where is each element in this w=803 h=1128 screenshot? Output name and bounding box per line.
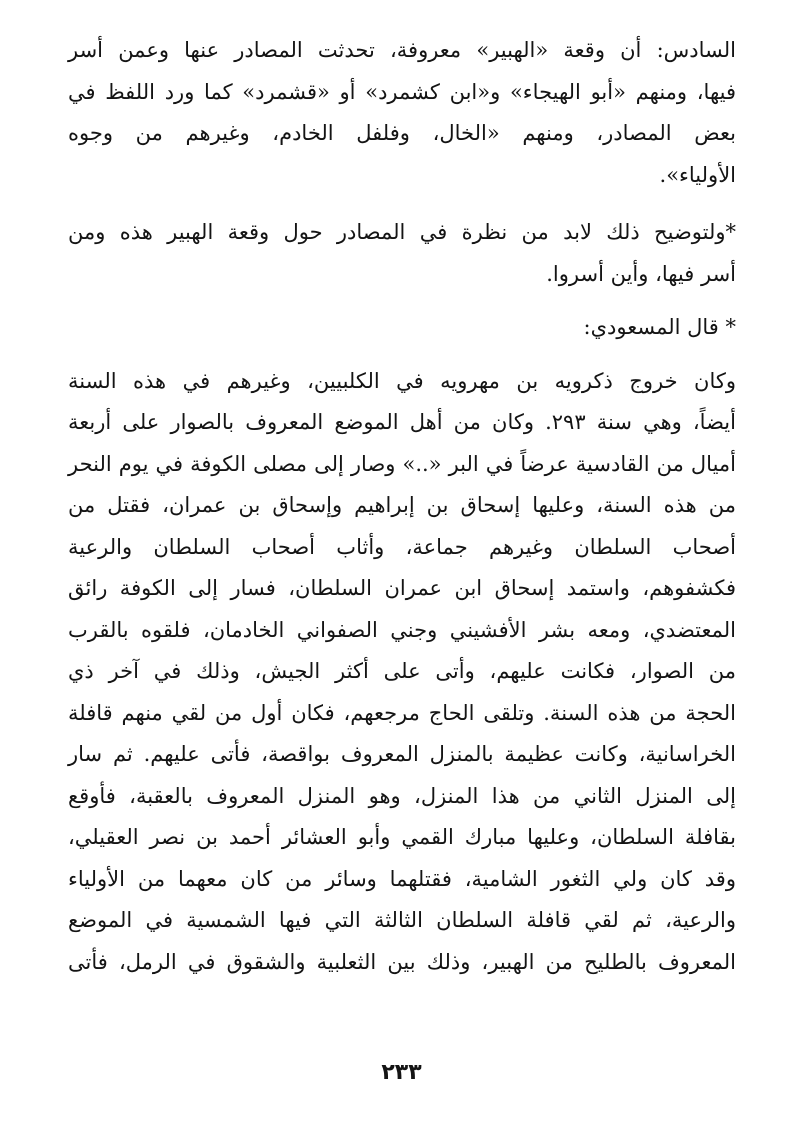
text-line: فيها، ومنهم «أبو الهيجاء» و«ابن كشمرد» أو «قشمرد» كما ورد اللفظ في [68,79,736,104]
paragraph-masudi-heading [68,307,736,349]
text-line: والرعية، ثم لقي قافلة السلطان الثالثة التي فيها الشمسية في الموضع [68,908,736,932]
text-line: الأولياء». [659,162,736,187]
page-body [68,30,736,983]
paragraph-sixth-point [68,30,736,196]
page-number: ٢٣٣ [381,1060,422,1085]
text-line: أصحاب السلطان وغيرهم جماعة، وأثاب أصحاب السلطان والرعية [68,534,736,559]
text-line: من هذه السنة، وعليها إسحاق بن إبراهيم وإسحاق بن عمران، فقتل من [68,493,736,517]
text-line: أسر فيها، وأين أسروا. [546,261,736,286]
text-line: بقافلة السلطان، وعليها مبارك القمي وأبو العشائر أحمد بن نصر العقيلي، [68,825,736,849]
text-line: وقد كان ولي الثغور الشامية، فقتلهما وسائر من كان معهما من الأولياء [68,866,736,891]
text-line: بعض المصادر، ومنهم «الخال، وفلفل الخادم، وغيرهم من وجوه [68,121,736,145]
text-line: أيضاً، وهي سنة ٢٩٣. وكان من أهل الموضع المعروف بالصوار على أربعة [68,410,736,434]
text-line: إلى المنزل الثاني من هذا المنزل، وهو المنزل المعروف بالعقبة، فأوقع [68,783,736,808]
text-line: فكشفوهم، واستمد إسحاق ابن عمران السلطان، فسار إلى الكوفة رائق [68,576,736,600]
text-line: أميال من القادسية عرضاً في البر «..» وصار إلى مصلى الكوفة في يوم النحر [68,451,736,476]
paragraph-clarification [68,212,736,295]
paragraph-masudi-quote [68,361,736,984]
text-line: من الصوار، فكانت عليهم، وأتى على أكثر الجيش، وذلك في آخر ذي [68,659,736,683]
text-line: * قال المسعودي: [583,315,736,339]
text-line: السادس: أن وقعة «الهبير» معروفة، تحدثت المصادر عنها وعمن أسر [68,38,736,62]
text-line: المعتضدي، ومعه بشر الأفشيني وجني الصفواني الخادمان، فلقوه بالقرب [68,617,736,642]
text-line: *ولتوضيح ذلك لابد من نظرة في المصادر حول وقعة الهبير هذه ومن [68,220,736,244]
text-line: المعروف بالطليح من الهبير، وذلك بين الثعلبية والشقوق في الرمل، فأتى [68,949,736,974]
text-line: الخراسانية، وكانت عظيمة بالمنزل المعروف بواقصة، فأتى عليهم. ثم سار [68,742,736,766]
text-line: الحجة من هذه السنة. وتلقى الحاج مرجعهم، فكان أول من لقي منهم قافلة [68,700,736,725]
text-line: وكان خروج ذكرويه بن مهرويه في الكلبيين، وغيرهم في هذه السنة [68,368,736,393]
